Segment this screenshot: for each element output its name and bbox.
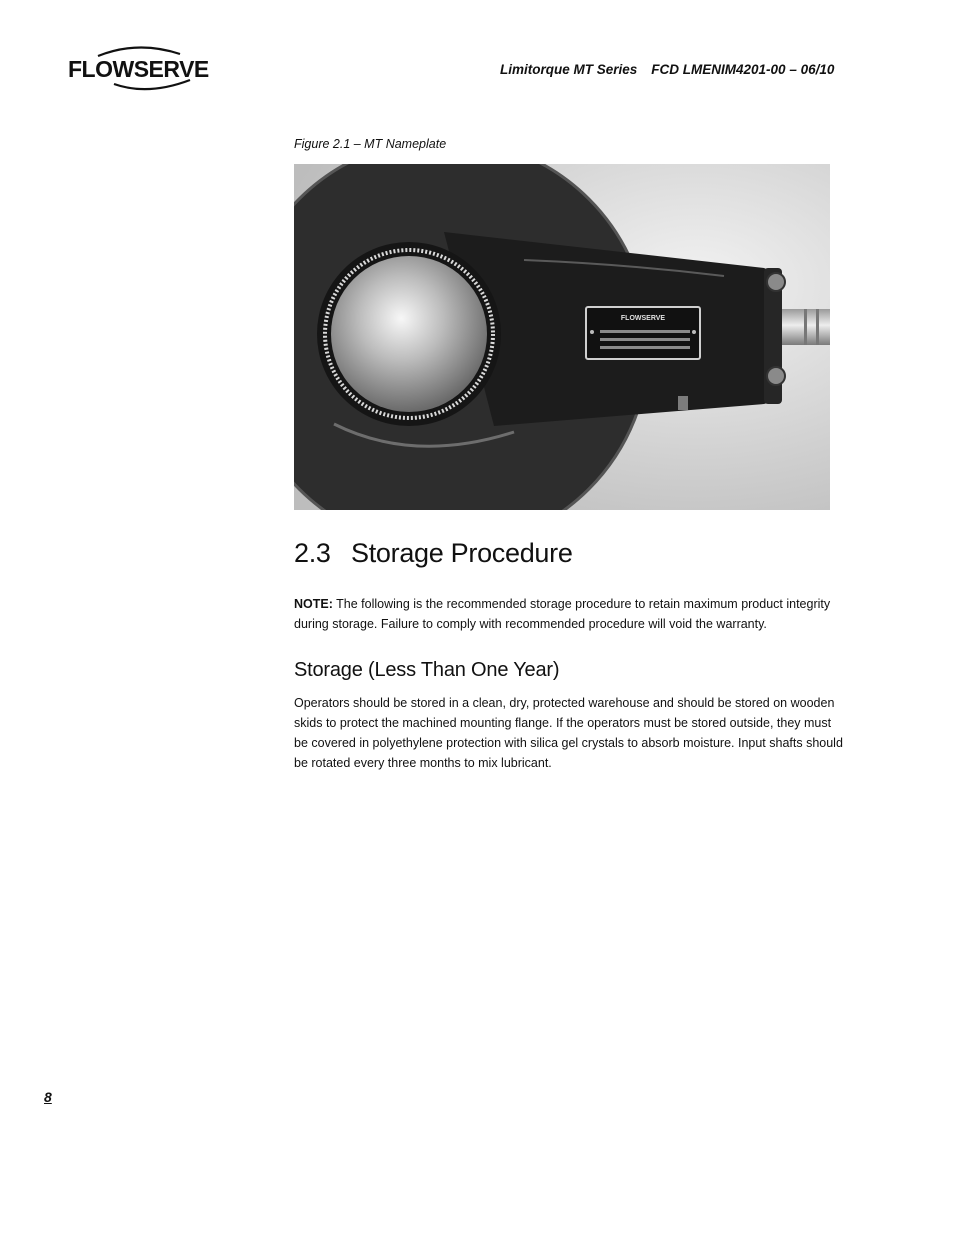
logo-wordmark: FLOWSERVE [68, 56, 209, 82]
section-number: 2.3 [294, 538, 331, 568]
actuator-illustration [294, 164, 830, 510]
header-doc-code: FCD LMENIM4201-00 – 06/10 [651, 62, 835, 77]
storage-paragraph: Operators should be stored in a clean, dry, protected warehouse and should be stored on wooden skids to protect the machined mounting flange. If the operators must be stored outside, they must be covered in polyethylene protection with silica gel crystals to absorb moisture. Input shafts should be rotated every three months to mix lubricant. [294, 696, 843, 770]
header-series: Limitorque MT Series [500, 62, 638, 77]
subsection-heading: Storage (Less Than One Year) [294, 659, 560, 681]
nameplate-photo [294, 164, 830, 510]
section-heading [294, 538, 573, 569]
section-title: Storage Procedure [351, 538, 573, 568]
note-paragraph [294, 594, 846, 634]
nameplate-logo-text: FLOWSERVE [620, 315, 666, 322]
figure-caption: Figure 2.1 – MT Nameplate [294, 137, 447, 151]
running-header [500, 62, 845, 77]
note-label: NOTE: [294, 597, 333, 611]
flowserve-logo [68, 44, 208, 96]
page-number: 8 [44, 1089, 52, 1105]
note-text: The following is the recommended storage procedure to retain maximum product integrity during storage. Failure to comply with recommended procedure will void the warranty. [294, 597, 831, 631]
